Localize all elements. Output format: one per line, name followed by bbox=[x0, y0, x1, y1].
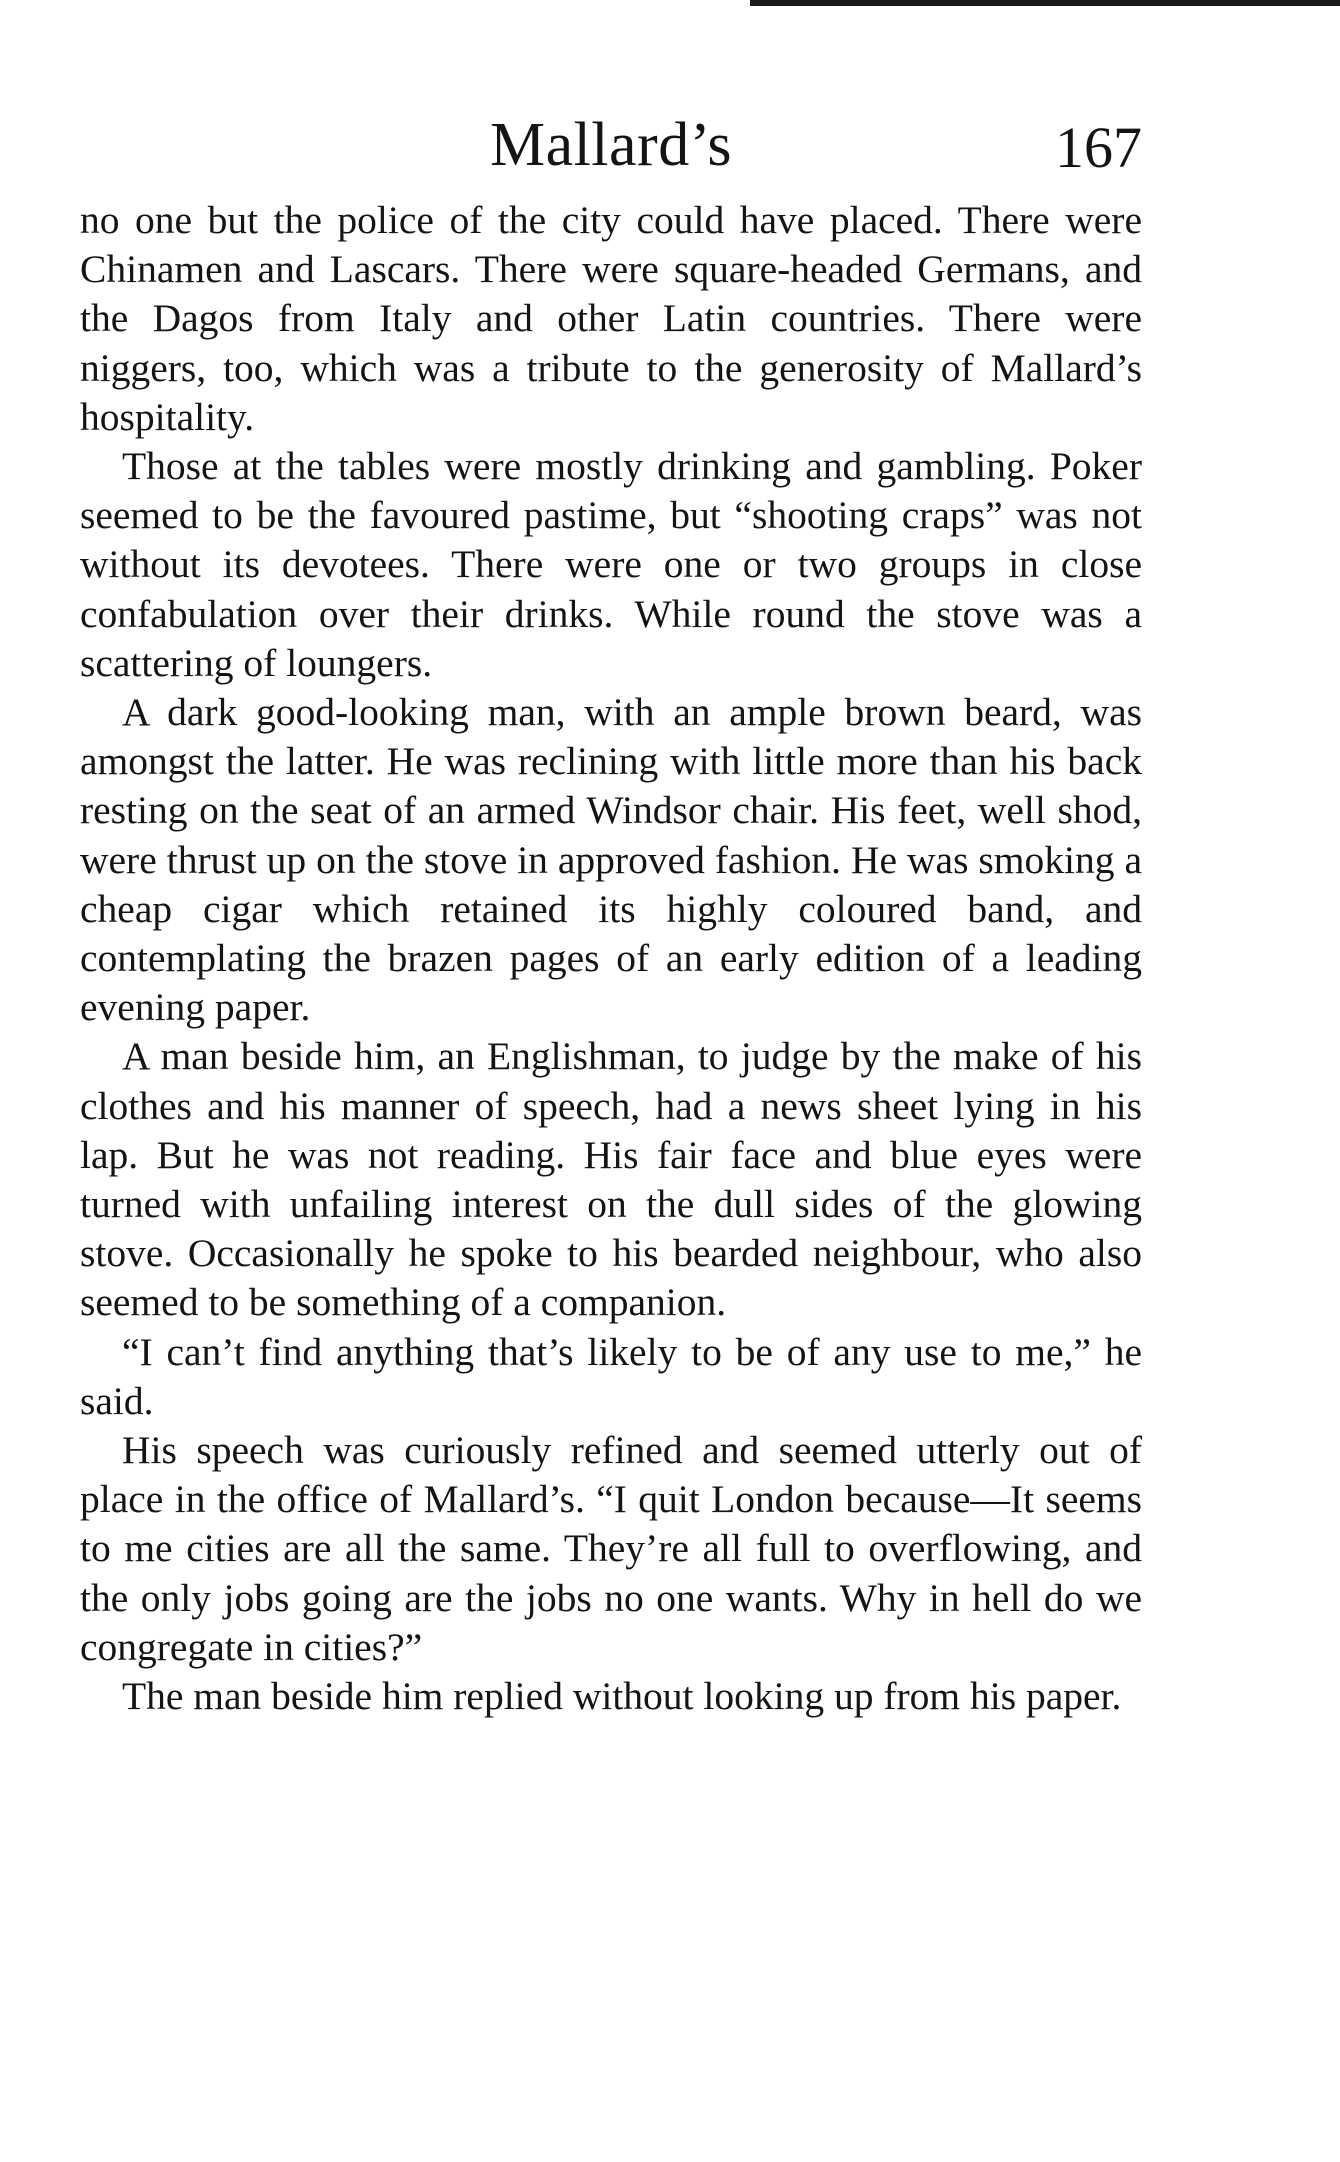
body-text bbox=[80, 196, 1142, 1721]
book-page bbox=[80, 100, 1142, 1721]
paragraph-7: The man beside him replied without looking up from his paper. bbox=[122, 1674, 1122, 1719]
paragraph-4: A man beside him, an Englishman, to judge by the make of his clothes and his manner of speech, had a news sheet lying in his lap. But he was not reading. His fair face and blue eyes were turned with unfailing interest on the dull sides of the glowing stove. Occasionally he spoke to his bearded neighbour, who also seemed to be something of a companion. bbox=[80, 1034, 1142, 1325]
top-edge-rule bbox=[750, 0, 1340, 6]
running-title: Mallard’s bbox=[489, 111, 733, 179]
paragraph-6: His speech was curiously refined and seemed utterly out of place in the office of Mallard’s. “I quit London because—It seems to me cities are all the same. They’re all full to overflowing, and the only jobs going are the jobs no one wants. Why in hell do we congregate in cities?” bbox=[80, 1428, 1142, 1669]
running-head bbox=[80, 100, 1142, 196]
page-number: 167 bbox=[1055, 115, 1142, 180]
paragraph-2: Those at the tables were mostly drinking and gambling. Poker seemed to be the favoured pastime, but “shooting craps” was not without its devotees. There were one or two groups in close confabulation over their drinks. While round the stove was a scattering of loungers. bbox=[80, 444, 1142, 685]
paragraph-5: “I can’t find anything that’s likely to be of any use to me,” he said. bbox=[80, 1329, 1142, 1423]
paragraph-1: no one but the police of the city could have placed. There were Chinamen and Lascars. There were square-headed Germans, and the Dagos from Italy and other Latin countries. There were niggers, too, which was a tribute to the generosity of Mallard’s hospitality. bbox=[80, 198, 1142, 439]
paragraph-3: A dark good-looking man, with an ample brown beard, was amongst the latter. He was reclining with little more than his back resting on the seat of an armed Windsor chair. His feet, well shod, were thrust up on the stove in approved fashion. He was smoking a cheap cigar which retained its highly coloured band, and contemplating the brazen pages of an early edition of a leading evening paper. bbox=[80, 690, 1142, 1030]
